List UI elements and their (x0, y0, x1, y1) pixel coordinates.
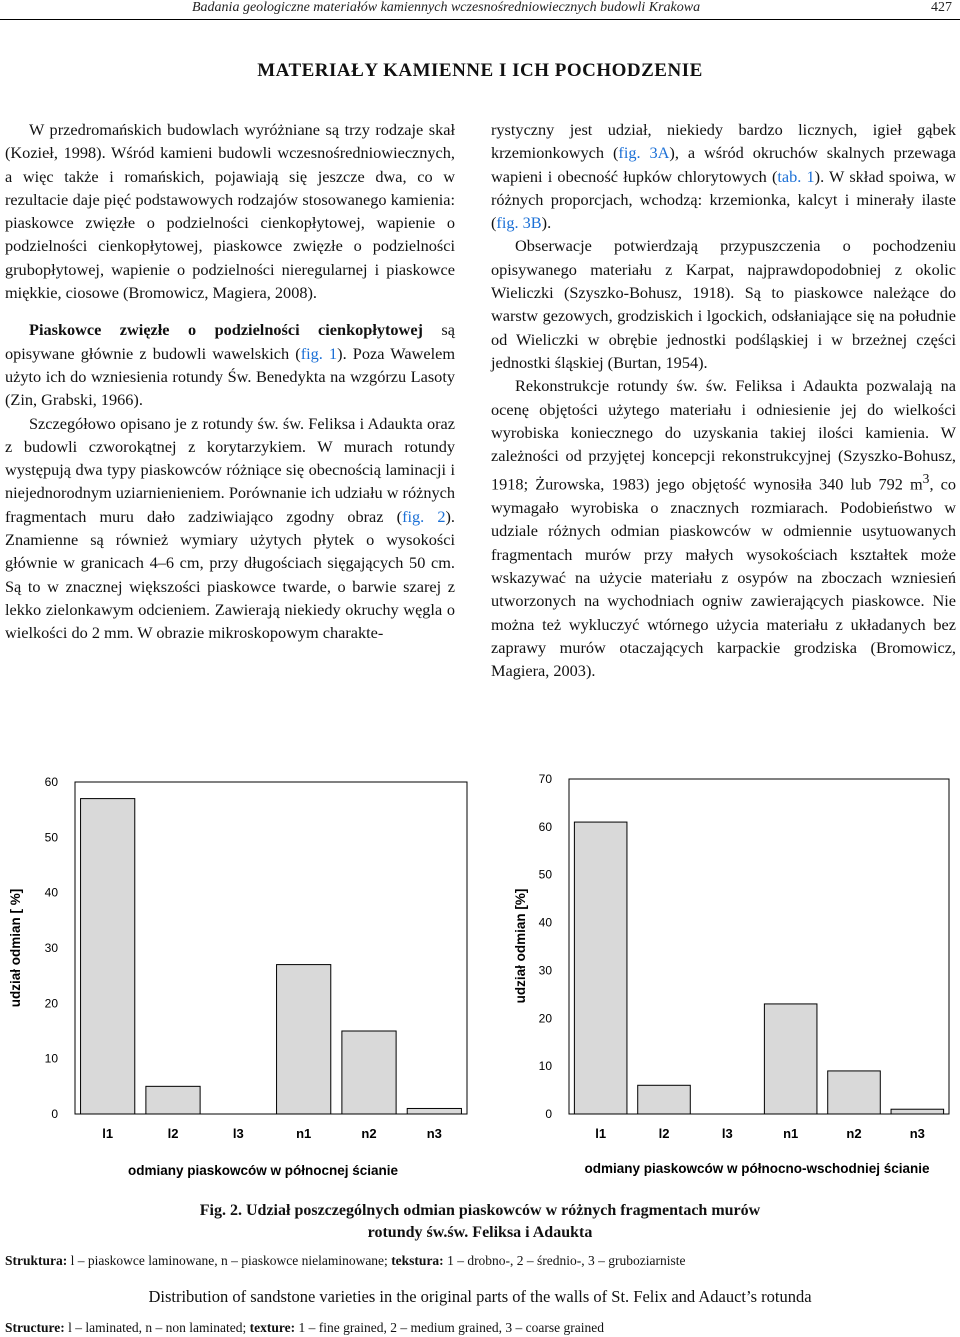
fig-1-link[interactable]: fig. 1 (300, 343, 338, 363)
x-tick-label: n3 (909, 1126, 925, 1141)
y-tick-label: 70 (538, 772, 552, 786)
section-title: MATERIAŁY KAMIENNE I ICH POCHODZENIE (257, 60, 703, 81)
bar-n3 (891, 1109, 944, 1114)
text-run: rystyczny jest udział, niekiedy bardzo licznych, igieł gąbek krzemionkowych ( (491, 120, 956, 163)
y-tick-label: 30 (44, 941, 58, 955)
page-number: 427 (931, 0, 952, 15)
y-tick-label: 0 (51, 1107, 58, 1121)
paragraph-rotunda-detail (5, 412, 455, 645)
running-title: Badania geologiczne materiałów kamiennych wczesnośredniowiecznych budowli Krakowa (192, 0, 701, 15)
legend-tekstura-text: 1 – drobno-, 2 – średnio-, 3 – gruboziarniste (443, 1253, 686, 1268)
legend-struktura-label: Struktura: (5, 1253, 68, 1268)
legend-english (5, 1320, 955, 1336)
figure-2-charts (0, 760, 960, 1190)
x-tick-label: n1 (783, 1126, 799, 1141)
y-tick-label: 10 (538, 1059, 552, 1074)
bar-n3 (407, 1108, 461, 1114)
tab-1-link[interactable]: tab. 1 (777, 166, 815, 186)
bar-n1 (764, 1004, 817, 1114)
y-tick-label: 50 (538, 867, 552, 882)
legend-tekstura-label: tekstura: (391, 1253, 444, 1268)
legend-struktura-text: l – piaskowce laminowane, n – piaskowce nielaminowane; (67, 1253, 392, 1268)
legend-texture-text: 1 – fine grained, 2 – medium grained, 3 – coarse grained (295, 1320, 604, 1335)
fig-3b-link[interactable]: fig. 3B (496, 213, 542, 233)
text-run: są opisywane głównie z budowli wawelskich ( (5, 320, 455, 363)
right-column (491, 118, 956, 683)
x-tick-label: n2 (361, 1126, 377, 1141)
x-tick-label: l2 (658, 1126, 670, 1141)
paragraph-thin-sandstones (5, 318, 455, 411)
x-tick-label: l2 (167, 1126, 179, 1141)
y-axis-label: udział odmian [%] (513, 888, 528, 1004)
y-tick-label: 0 (545, 1107, 552, 1121)
x-tick-label: l3 (721, 1126, 733, 1141)
paragraph-rock-types: W przedromańskich budowlach wyróżniane są trzy rodzaje skał (Kozieł, 1998). Wśród kamieni budowli wczesnośredniowiecznych, a więc także i romańskich, pojawiają się jeszcze dwa, co w rezultacie daje pięć podstawowych rodzajów stosowanego kamienia: piaskowce zwięzłe o podzielności cienkopłytowej, wapienie o podzielności cienkopłytowej, piaskowce zwięzłe o podzielności grubopłytowej, wapienie o podzielności nieregularnej i piaskowce miękkie, ciosowe (Bromowicz, Magiera, 2008). (5, 120, 455, 303)
text-run: ). Znamienne są również wymiary użytych płytek o wysokości głównie w granicach 4–6 cm, przy długościach sięgających 50 cm. Są to w znacznej większości piaskowce twarde, o barwie szarej z lekko zielonkawym odcieniem. Zawierają niekiedy okruchy węgla o wielkości do 2 mm. W obrazie mikroskopowym charakte- (5, 506, 455, 643)
superscript: 3 (922, 471, 930, 487)
y-tick-label: 30 (538, 963, 552, 978)
y-tick-label: 20 (44, 996, 58, 1011)
x-tick-label: l3 (232, 1126, 244, 1141)
figure-caption (0, 1200, 960, 1244)
bar-n2 (342, 1031, 396, 1114)
bar-l2 (638, 1085, 691, 1114)
x-axis-label: odmiany piaskowców w północno-wschodniej ścianie (584, 1161, 930, 1176)
text-run: ). Poza Wawelem użyto ich do wzniesienia rotundy Św. Benedykta na wzgórzu Lasoty (Zin, Grabski, 1966). (5, 343, 455, 410)
x-tick-label: l1 (102, 1126, 114, 1141)
y-tick-label: 20 (538, 1011, 552, 1026)
fig-2-link[interactable]: fig. 2 (402, 506, 446, 526)
chart-1 (8, 775, 467, 1178)
paragraph-origin: Obserwacje potwierdzają przypuszczenia o pochodzeniu opisywanego materiału z Karpat, najprawdopodobniej z okolic Wieliczki (Szyszko-Bohusz, 1918). Są to piaskowce należące do warstw gezowych, grodziskich i lgockich, odsłaniające się na południe od Wieliczki w obrębie jednostki podśląskiej i w brzeżnej części jednostki śląskiej (Burtan, 1954). (491, 236, 956, 372)
y-tick-label: 40 (44, 885, 58, 900)
subsection-heading: Piaskowce zwięzłe o podzielności cienkopłytowej (29, 320, 423, 340)
x-tick-label: n1 (296, 1126, 312, 1141)
text-run: , co wymagało wyrobiska o znacznych rozmiarach. Podobieństwo w udziale różnych odmian piaskowców w odmiennie usytuowanych fragmentach murów przy małych wysokościach kształtek może wskazywać na użycie materiału z osypów na zboczach wzniesień utworzonych na wychodniach ogniw zawierających piaskowce. Nie można też wykluczyć wtórnego użycia materiału z układanych bez zaprawy murów otaczających karpackie grodziska (Bromowicz, Magiera, 2003). (491, 474, 956, 681)
caption-line-2: rotundy św.św. Feliksa i Adaukta (367, 1224, 593, 1241)
text-run: ). W skład spoiwa, w różnych proporcjach, wchodzą: krzemionka, kalcyt i minerały ilaste ( (491, 166, 957, 233)
x-tick-label: n3 (426, 1126, 442, 1141)
text-run: Szczegółowo opisano je z rotundy św. św. Feliksa i Adaukta oraz z budowli czworokątnej z korytarzykiem. W murach rotundy występują dwa typy piaskowców różniące się obecnością laminacji i niejednorodnym uziarnienieniem. Porównanie ich udziału w różnych fragmentach muru dało zadziwiająco zgodny obraz ( (5, 413, 455, 526)
legend-structure-text: l – laminated, n – non laminated; (64, 1320, 250, 1335)
bar-l1 (81, 799, 135, 1114)
y-tick-label: 60 (538, 819, 552, 834)
text-run: Rekonstrukcje rotundy św. św. Feliksa i Adaukta pozwalają na ocenę objętości użytego materiału i odniesienie jej do wielkości wyrobiska koniecznego do uzyskania takiej ilości kamienia. W zależności od przyjętej koncepcji rekonstrukcyjnej (Szyszko-Bohusz, 1918; Żurowska, 1983) jego objętość wynosiła 340 lub 792 m (491, 376, 956, 494)
paragraph-reconstruction (491, 374, 956, 682)
text-run: ). (541, 213, 552, 233)
header-rule (0, 19, 960, 20)
chart-2 (513, 772, 949, 1176)
english-caption: Distribution of sandstone varieties in the original parts of the walls of St. Felix and Adauct’s rotunda (148, 1287, 812, 1306)
x-tick-label: l1 (595, 1126, 607, 1141)
bar-l2 (146, 1086, 200, 1114)
fig-3a-link[interactable]: fig. 3A (618, 143, 670, 163)
caption-line-1: Fig. 2. Udział poszczególnych odmian piaskowców w różnych fragmentach murów (199, 1202, 761, 1219)
paragraph-microscopy (491, 118, 956, 234)
bar-n2 (828, 1071, 881, 1114)
x-axis-label: odmiany piaskowców w północnej ścianie (127, 1163, 399, 1178)
legend-structure-label: Structure: (5, 1320, 65, 1335)
legend-polish (5, 1253, 955, 1269)
x-tick-label: n2 (846, 1126, 862, 1141)
y-axis-label: udział odmian [ %] (8, 888, 23, 1008)
bar-charts-svg (0, 760, 960, 1190)
bar-n1 (277, 965, 331, 1114)
y-tick-label: 50 (44, 830, 58, 845)
y-tick-label: 40 (538, 915, 552, 930)
left-column (5, 118, 455, 645)
y-tick-label: 60 (44, 775, 58, 789)
legend-texture-label: texture: (249, 1320, 296, 1335)
y-tick-label: 10 (44, 1051, 58, 1066)
bar-l1 (574, 822, 627, 1114)
text-run: ), a wśród okruchów skalnych przewaga wapieni i obecność łupków chlorytowych ( (491, 143, 956, 186)
running-header (0, 0, 960, 20)
